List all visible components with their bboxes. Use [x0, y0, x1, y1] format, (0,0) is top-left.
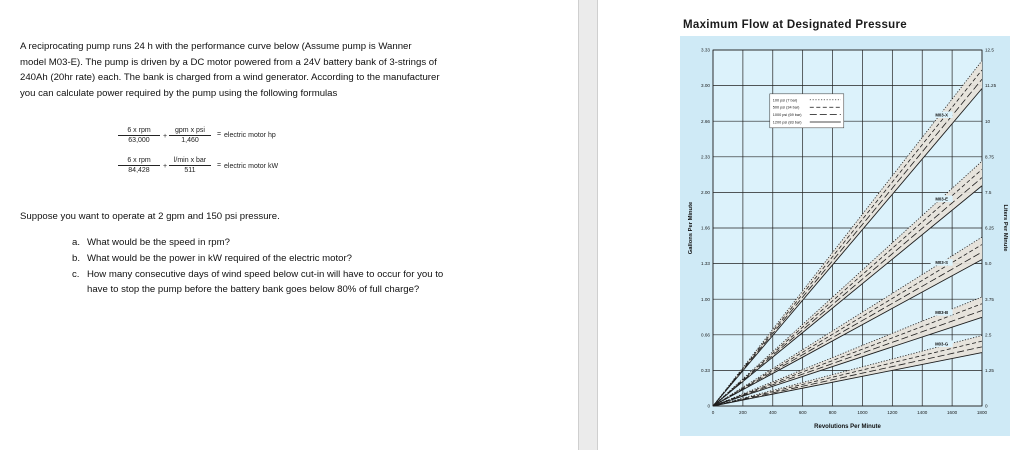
- y-tick-label: 0: [707, 403, 710, 409]
- series-label-M03-X: M03-X: [935, 112, 948, 118]
- y-tick-label: 0.66: [701, 332, 710, 338]
- formula-kw-term-a: [118, 157, 160, 174]
- y2-tick-label: 3.75: [985, 296, 994, 302]
- question-list: [72, 235, 452, 298]
- x-tick-label: 200: [739, 410, 747, 415]
- formula-hp-b-num: gpm x psi: [169, 127, 211, 136]
- series-label-M03-E: M03-E: [935, 196, 948, 202]
- formula-kw-a-den: 84,428: [128, 167, 150, 174]
- formula-kw: [118, 157, 318, 181]
- formula-kw-b-den: 511: [184, 167, 196, 174]
- y2-tick-label: 11.25: [985, 83, 997, 89]
- question-b-text: What would be the power in kW required of the electric motor?: [87, 252, 353, 264]
- problem-intro: A reciprocating pump runs 24 h with the performance curve below (Assume pump is Wanner model M03-E). The pump is driven by a DC motor powered from a 24V battery bank of 3-strings of 240Ah (20hr rate) each. The bank is charged from a wind generator. According to the manufacturer you can calculate power required by the pump using the following formulas: [20, 41, 440, 99]
- y-tick-label: 1.66: [701, 225, 710, 231]
- series-label-M03-S: M03-S: [935, 259, 948, 265]
- legend-label: 100 psi (7 bar): [772, 98, 798, 103]
- formula-kw-plus: +: [163, 163, 168, 170]
- x-tick-label: 1200: [887, 410, 898, 415]
- series-label-M03-B: M03-B: [935, 309, 949, 315]
- x-tick-label: 1400: [917, 410, 928, 415]
- y2-tick-label: 7.5: [985, 190, 992, 195]
- page-gutter: [578, 0, 598, 450]
- x-tick-label: 1000: [857, 410, 868, 415]
- y2-tick-label: 2.5: [985, 332, 992, 338]
- y2-tick-label: 12.5: [985, 47, 994, 53]
- x-tick-label: 800: [828, 410, 837, 415]
- x-tick-label: 0: [711, 410, 715, 415]
- legend-label: 1200 psi (83 bar): [772, 120, 802, 125]
- question-c-marker: c.: [72, 268, 80, 280]
- y2-tick-label: 0: [985, 403, 988, 409]
- y2-tick-label: 6.25: [985, 225, 994, 231]
- performance-chart: [680, 36, 1010, 436]
- suppose-text: Suppose you want to operate at 2 gpm and 150 psi pressure.: [20, 211, 280, 222]
- formula-hp-equals: =: [217, 131, 222, 138]
- formula-hp-result: electric motor hp: [224, 132, 276, 139]
- formula-kw-b-num: l/min x bar: [169, 157, 211, 166]
- question-b-marker: b.: [72, 252, 81, 264]
- legend-label: 500 psi (34 bar): [772, 105, 800, 110]
- x-tick-label: 1800: [976, 410, 988, 415]
- formula-hp-term-b: [169, 127, 211, 144]
- y-tick-label: 1.00: [701, 296, 710, 302]
- y-axis-title: Gallons Per Minute: [688, 201, 694, 255]
- question-c: [72, 267, 452, 299]
- y-tick-label: 2.33: [701, 154, 710, 160]
- formula-hp-plus: +: [163, 133, 168, 140]
- formula-kw-result: electric motor kW: [224, 163, 279, 170]
- y2-tick-label: 1.25: [985, 368, 994, 373]
- formula-kw-a-num: 6 x rpm: [118, 157, 160, 166]
- y2-tick-label: 5.0: [985, 261, 992, 267]
- chart-legend-layer: [770, 94, 844, 128]
- y-tick-label: 1.33: [701, 261, 710, 267]
- y2-tick-label: 8.75: [985, 154, 994, 160]
- y-tick-label: 3.00: [701, 83, 710, 89]
- chart-title: Maximum Flow at Designated Pressure: [683, 19, 907, 31]
- question-a: [72, 235, 452, 251]
- question-a-text: What would be the speed in rpm?: [87, 237, 230, 248]
- series-label-M03-G: M03-G: [935, 341, 949, 347]
- question-b: [72, 251, 452, 267]
- x-tick-label: 400: [768, 410, 777, 415]
- y-tick-label: 0.33: [701, 368, 710, 373]
- x-tick-label: 1600: [946, 410, 958, 415]
- formula-hp-b-den: 1,460: [181, 137, 199, 144]
- y-tick-label: 2.00: [701, 190, 710, 195]
- y2-tick-label: 10: [985, 118, 991, 124]
- x-tick-label: 600: [798, 410, 807, 415]
- question-a-marker: a.: [72, 237, 81, 248]
- y2-axis-title: Liters Per Minute: [1002, 204, 1008, 252]
- formula-hp-a-num: 6 x rpm: [118, 127, 160, 136]
- formula-kw-term-b: [169, 157, 211, 174]
- x-axis-title: Revolutions Per Minute: [814, 424, 881, 430]
- formula-kw-equals: =: [217, 162, 222, 169]
- y-tick-label: 3.33: [701, 47, 710, 53]
- formula-hp-a-den: 63,000: [128, 137, 150, 144]
- formula-hp-term-a: [118, 127, 160, 144]
- formula-hp: [118, 127, 318, 151]
- legend-label: 1000 psi (69 bar): [772, 113, 802, 118]
- y-tick-label: 2.66: [701, 118, 710, 124]
- question-c-text: How many consecutive days of wind speed below cut-in will have to occur for you to have to stop the pump before the battery bank goes below 80% of full charge?: [87, 268, 444, 296]
